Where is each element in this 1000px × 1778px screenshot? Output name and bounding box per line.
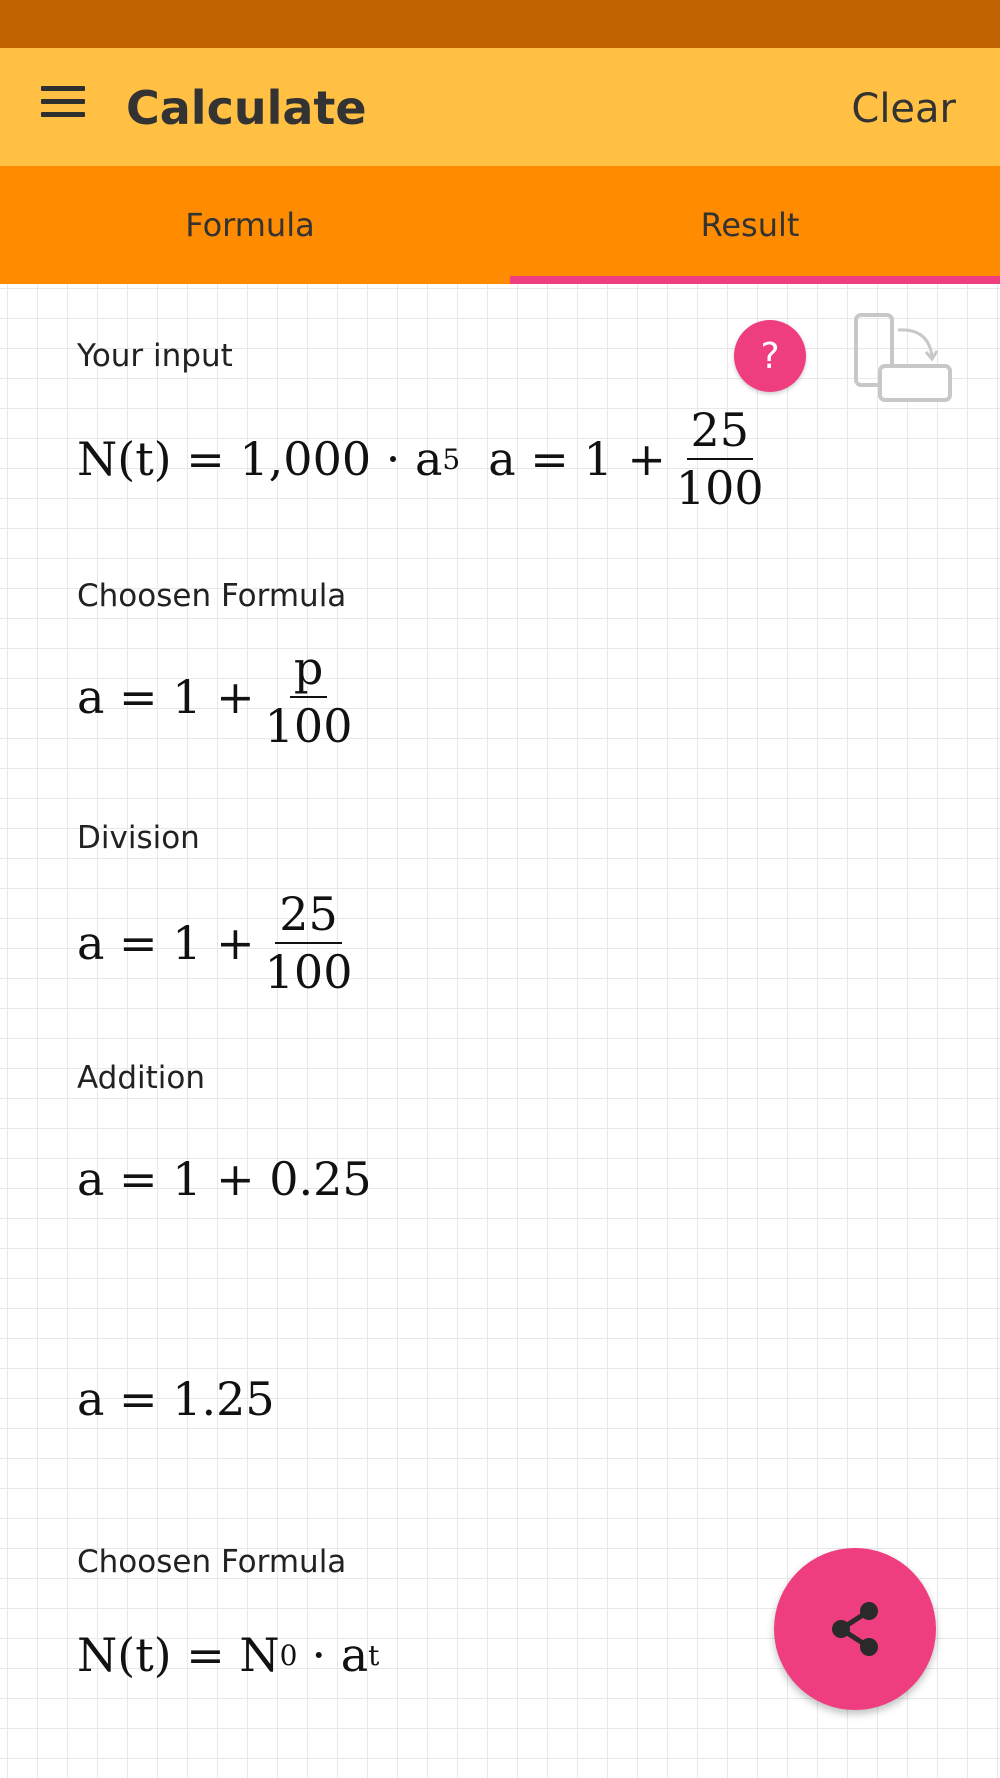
input-fraction bbox=[672, 402, 768, 516]
input-exponent: 5 bbox=[442, 442, 461, 476]
formula-numerator: p bbox=[290, 640, 327, 698]
tab-bar bbox=[0, 166, 1000, 284]
division-expression bbox=[77, 886, 362, 1000]
division-lhs: a = 1 + bbox=[77, 916, 255, 970]
division-numerator: 25 bbox=[275, 886, 342, 944]
tab-formula[interactable]: Formula bbox=[185, 206, 315, 244]
app-title: Calculate bbox=[126, 81, 367, 135]
tab-selected-indicator bbox=[510, 276, 1000, 284]
input-expression bbox=[77, 402, 774, 516]
growth-formula-expression bbox=[77, 1628, 379, 1682]
tab-result[interactable]: Result bbox=[700, 206, 800, 244]
input-lhs: N(t) = 1,000 · a bbox=[77, 432, 443, 486]
step-label-division: Division bbox=[77, 820, 200, 856]
help-button[interactable] bbox=[734, 320, 806, 392]
addition-expression: a = 1 + 0.25 bbox=[77, 1152, 372, 1206]
help-icon: ? bbox=[760, 335, 780, 377]
app-bar bbox=[0, 48, 1000, 166]
menu-icon[interactable] bbox=[38, 78, 88, 128]
share-button[interactable] bbox=[774, 1548, 936, 1710]
formula-lhs: a = 1 + bbox=[77, 670, 255, 724]
clear-button[interactable]: Clear bbox=[851, 86, 956, 132]
formula-denominator: 100 bbox=[264, 699, 353, 753]
growth-subscript: 0 bbox=[279, 1638, 298, 1672]
step-label-addition: Addition bbox=[77, 1060, 206, 1096]
division-denominator: 100 bbox=[264, 945, 353, 999]
status-bar bbox=[0, 0, 1000, 48]
result-expression: a = 1.25 bbox=[77, 1372, 275, 1426]
division-fraction bbox=[261, 886, 357, 1000]
input-denominator: 100 bbox=[675, 461, 764, 515]
input-numerator: 25 bbox=[687, 402, 754, 460]
step-label-formula: Choosen Formula bbox=[77, 578, 347, 614]
input-a-equation: a = 1 + bbox=[488, 432, 666, 486]
formula-expression bbox=[77, 640, 362, 754]
step-label-formula-2: Choosen Formula bbox=[77, 1544, 347, 1580]
growth-exponent: t bbox=[368, 1638, 380, 1672]
growth-mid: · a bbox=[311, 1628, 369, 1682]
result-content[interactable] bbox=[0, 284, 1000, 1778]
rotate-screen-icon[interactable] bbox=[850, 312, 954, 402]
step-label-input: Your input bbox=[77, 338, 233, 374]
share-icon bbox=[829, 1601, 881, 1657]
growth-lhs: N(t) = N bbox=[77, 1628, 280, 1682]
formula-fraction bbox=[261, 640, 357, 754]
